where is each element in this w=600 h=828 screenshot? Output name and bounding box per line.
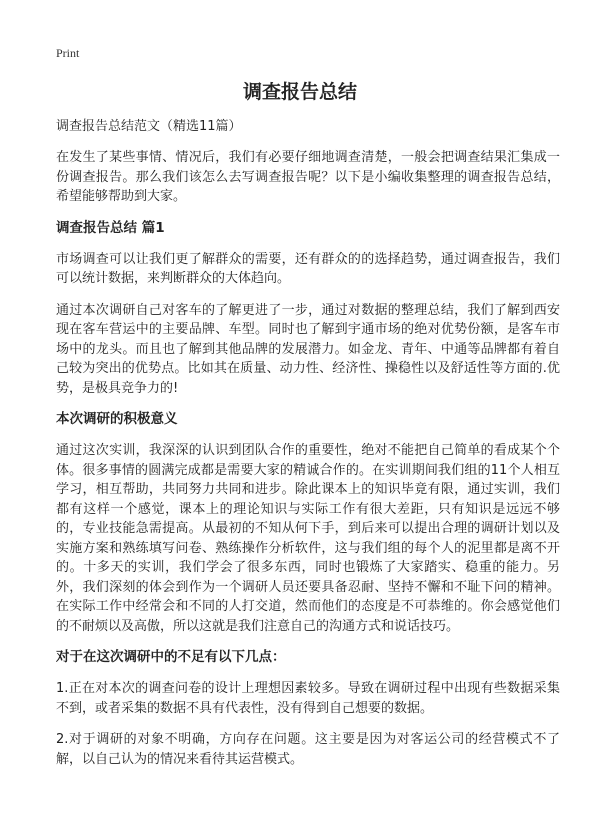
document-body — [56, 148, 560, 781]
intro-paragraph: 在发生了某些事情、情况后，我们有必要仔细地调查清楚，一般会把调查结果汇集成一份调查报告。那么我们该怎么去写调查报告呢？以下是小编收集整理的调查报告总结，希望能够帮助到大家。 — [56, 150, 560, 204]
body-paragraph: 通过本次调研自己对客车的了解更进了一步，通过对数据的整理总结，我们了解到西安现在客车营运中的主要品牌、车型。同时也了解到宇通市场的绝对优势份额，是客车市场中的龙头。而且也了解到其他品牌的发展潜力。如金龙、青年、中通等品牌都有着自己较为突出的优势点。比如其在质量、动力性、经济性、操稳性以及舒适性等方面的.优势，是极具竞争力的! — [56, 302, 560, 396]
list-item-paragraph: 1.正在对本次的调查问卷的设计上理想因素较多。导致在调研过程中出现有些数据采集不到，或者采集的数据不具有代表性，没有得到自己想要的数据。 — [56, 681, 560, 716]
page-title: 调查报告总结 — [242, 81, 357, 103]
list-item-paragraph: 2.对于调研的对象不明确，方向存在问题。这主要是因为对客运公司的经营模式不了解，以自己认为的情况来看待其运营模式。 — [56, 732, 560, 767]
print-link[interactable]: Print — [56, 46, 80, 60]
section-heading-positive-significance: 本次调研的积极意义 — [56, 411, 178, 427]
document-subtitle: 调查报告总结范文（精选11篇） — [56, 119, 242, 134]
section-heading-part1: 调查报告总结 篇1 — [56, 219, 165, 236]
body-paragraph: 通过这次实训，我深深的认识到团队合作的重要性，绝对不能把自己简单的看成某个个体。很多事情的圆满完成都是需要大家的精诚合作的。在实训期间我们组的11个人相互学习，相互帮助，共同努力共同和进步。除此课本上的知识毕竟有限，通过实训，我们都有这样一个感觉，课本上的理论知识与实际工作有很大差距，只有知识是远远不够的，专业技能急需提高。从最初的不知从何下手，到后来可以提出合理的调研计划以及实施方案和熟练填写问卷、熟练操作分析软件，这与我们组的每个人的泥里都是离不开的。十多天的实训，我们学会了很多东西，同时也锻炼了大家踏实、稳重的能力。另外，我们深刻的体会到作为一个调研人员还要具备忍耐、坚持不懈和不耻下问的精神。在实际工作中经常会和不同的人打交道，然而他们的态度是不可恭维的。你会感觉他们的不耐烦以及高傲，所以这就是我们注意自己的沟通方式和说话技巧。 — [56, 443, 560, 634]
body-paragraph: 市场调查可以让我们更了解群众的需要，还有群众的的选择趋势，通过调查报告，我们可以统计数据，来判断群众的大体趋向。 — [56, 251, 560, 286]
section-heading-shortcomings: 对于在这次调研中的不足有以下几点： — [56, 649, 286, 665]
